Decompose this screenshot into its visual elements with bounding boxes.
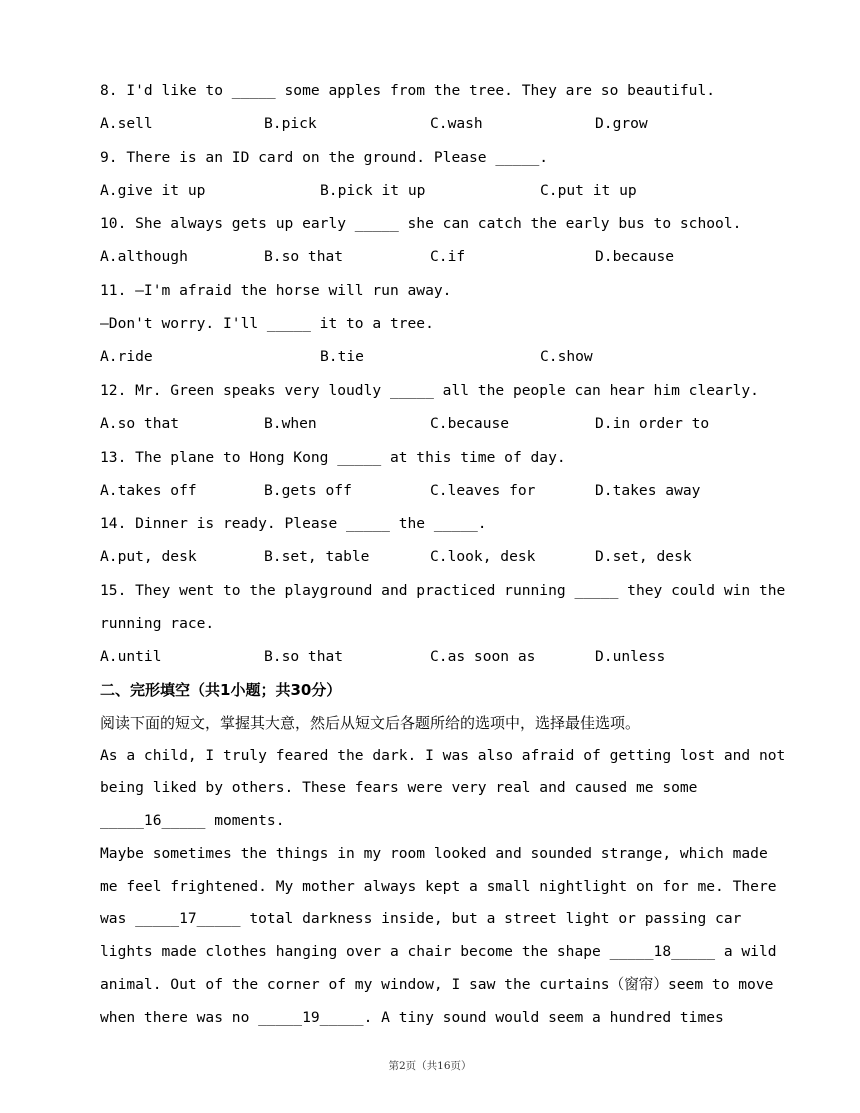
question-11-option-c: C.show	[540, 348, 593, 365]
question-9-option-b: B.pick it up	[320, 182, 426, 199]
question-14-stem: 14. Dinner is ready. Please _____ the _____.	[100, 515, 487, 532]
passage-line: As a child, I truly feared the dark. I was also afraid of getting lost and not	[100, 747, 786, 764]
section-instruction: 阅读下面的短文，掌握其大意，然后从短文后各题所给的选项中，选择最佳选项。	[100, 714, 641, 732]
question-15-option-d: D.unless	[595, 648, 666, 665]
question-13-option-d: D.takes away	[595, 482, 701, 499]
question-13-option-b: B.gets off	[264, 482, 352, 499]
question-15-option-a: A.until	[100, 648, 162, 665]
question-9-option-c: C.put it up	[540, 182, 637, 199]
question-15-option-b: B.so that	[264, 648, 344, 665]
question-11-stem: 11. —I'm afraid the horse will run away.	[100, 282, 452, 299]
question-12-stem: 12. Mr. Green speaks very loudly _____ all the people can hear him clearly.	[100, 382, 759, 399]
passage-line: _____16_____ moments.	[100, 812, 285, 829]
question-10-option-a: A.although	[100, 248, 188, 265]
question-8-option-c: C.wash	[430, 115, 483, 132]
question-14-option-b: B.set, table	[264, 548, 370, 565]
passage-line: being liked by others. These fears were very real and caused me some	[100, 779, 698, 796]
passage-line: when there was no _____19_____. A tiny sound would seem a hundred times	[100, 1009, 724, 1026]
question-11-option-a: A.ride	[100, 348, 153, 365]
question-12-option-a: A.so that	[100, 415, 180, 432]
question-9-option-a: A.give it up	[100, 182, 206, 199]
question-12-option-d: D.in order to	[595, 415, 710, 432]
question-10-option-b: B.so that	[264, 248, 344, 265]
question-8-option-a: A.sell	[100, 115, 153, 132]
question-12-option-c: C.because	[430, 415, 510, 432]
question-12-option-b: B.when	[264, 415, 317, 432]
question-11-option-b: B.tie	[320, 348, 364, 365]
question-15-option-c: C.as soon as	[430, 648, 536, 665]
question-14-option-d: D.set, desk	[595, 548, 692, 565]
question-10-option-c: C.if	[430, 248, 466, 265]
passage-line: Maybe sometimes the things in my room looked and sounded strange, which made	[100, 845, 768, 862]
question-8-stem: 8. I'd like to _____ some apples from the tree. They are so beautiful.	[100, 82, 716, 99]
question-13-option-a: A.takes off	[100, 482, 197, 499]
question-14-option-c: C.look, desk	[430, 548, 536, 565]
section-heading: 二、完形填空（共1小题；共30分）	[100, 681, 342, 699]
question-9-stem: 9. There is an ID card on the ground. Please _____.	[100, 149, 549, 166]
question-14-option-a: A.put, desk	[100, 548, 197, 565]
question-10-option-d: D.because	[595, 248, 675, 265]
question-8-option-d: D.grow	[595, 115, 648, 132]
passage-line: lights made clothes hanging over a chair become the shape _____18_____ a wild	[100, 943, 777, 960]
question-11-stem-line2: —Don't worry. I'll _____ it to a tree.	[100, 315, 434, 332]
passage-line: was _____17_____ total darkness inside, but a street light or passing car	[100, 910, 742, 927]
question-8-option-b: B.pick	[264, 115, 317, 132]
passage-line: me feel frightened. My mother always kept a small nightlight on for me. There	[100, 878, 777, 895]
question-10-stem: 10. She always gets up early _____ she can catch the early bus to school.	[100, 215, 742, 232]
page-footer: 第2页（共16页）	[388, 1060, 472, 1072]
question-15-stem: 15. They went to the playground and practiced running _____ they could win the	[100, 582, 786, 599]
question-13-stem: 13. The plane to Hong Kong _____ at this time of day.	[100, 449, 566, 466]
question-13-option-c: C.leaves for	[430, 482, 536, 499]
passage-line: animal. Out of the corner of my window, I saw the curtains（窗帘）seem to move	[100, 976, 774, 993]
question-15-stem-line2: running race.	[100, 615, 215, 632]
